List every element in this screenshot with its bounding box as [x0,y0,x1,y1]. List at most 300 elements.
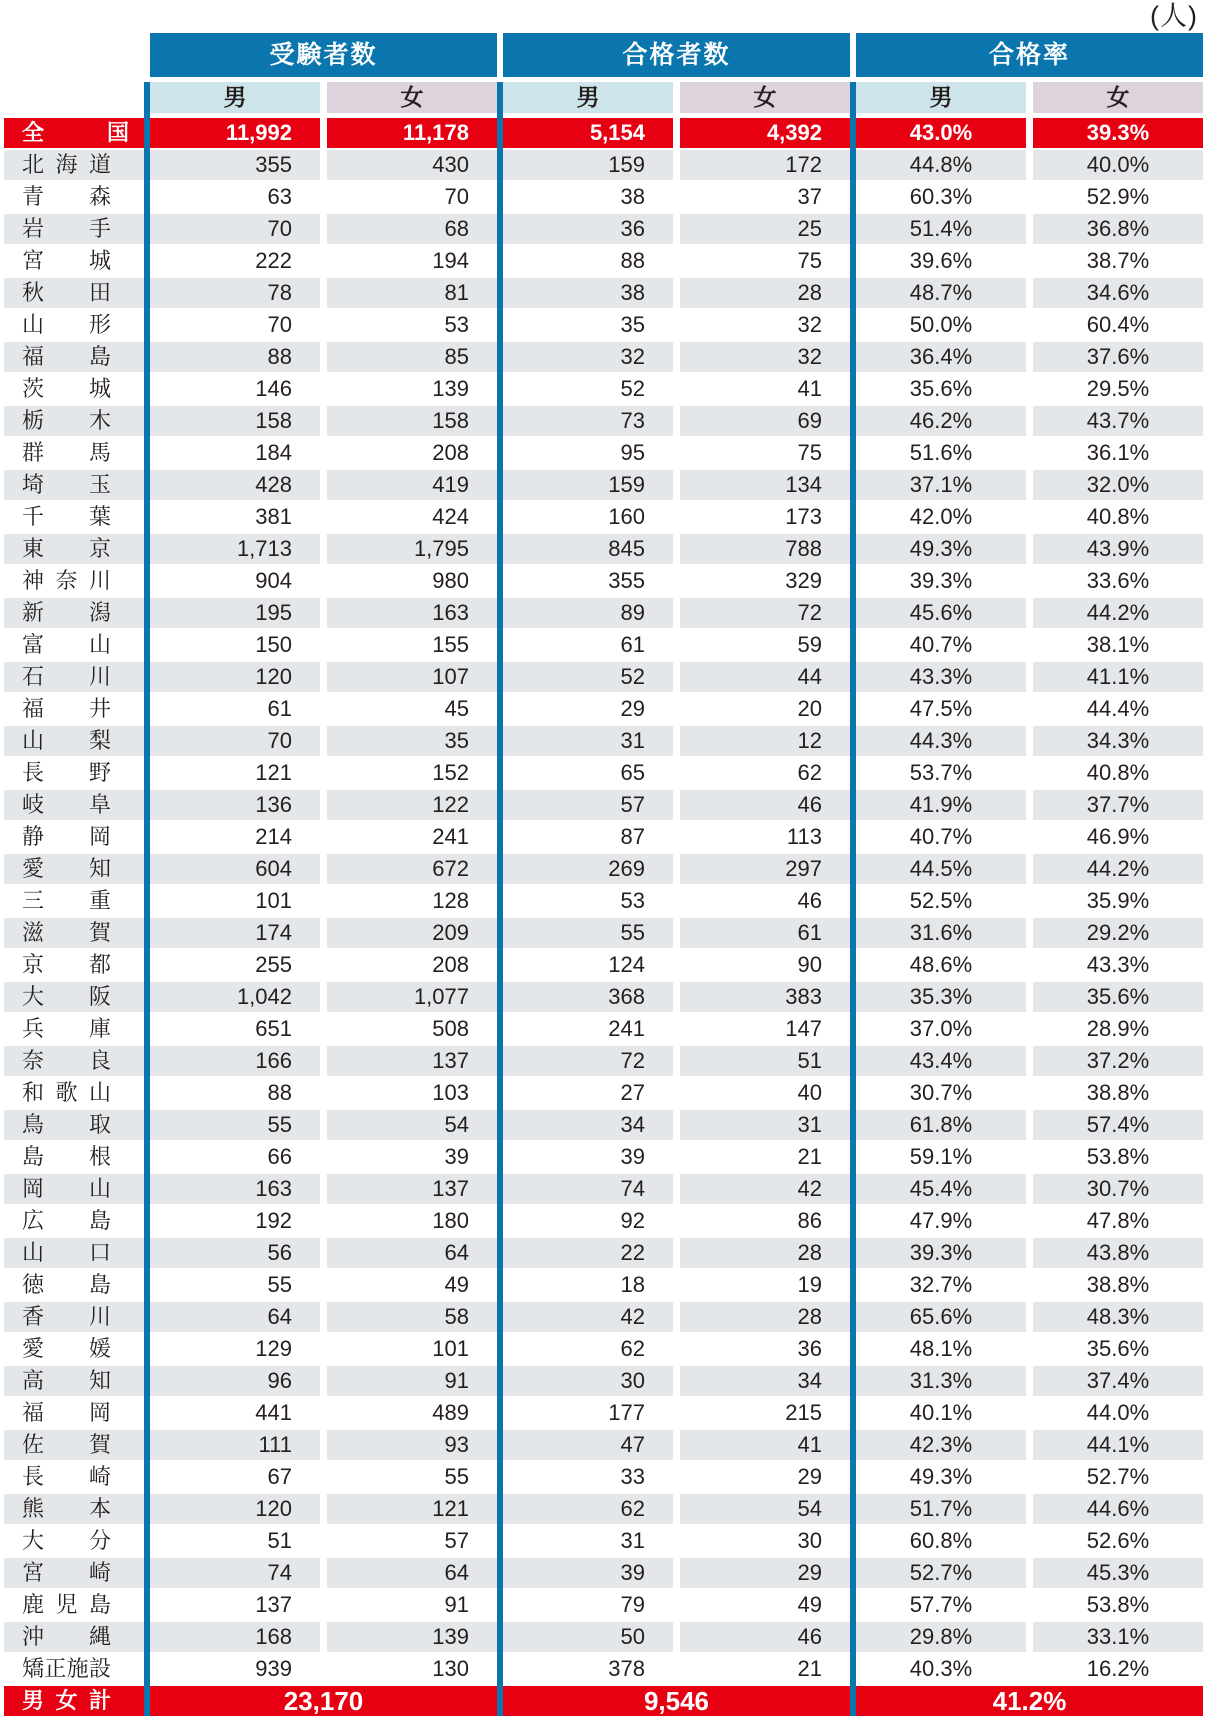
value-examinees-male: 63 [150,182,320,212]
value-passers-male: 33 [503,1462,673,1492]
value-examinees-male: 168 [150,1622,320,1652]
value-passrate-male: 45.4% [856,1174,1026,1204]
spacer [1026,854,1033,884]
value-examinees-female: 49 [327,1270,497,1300]
group-header-passers: 合格者数 [503,33,850,77]
prefecture-name: 三 重 [4,886,144,916]
table-row [4,310,1203,340]
value-passrate-male: 35.6% [856,374,1026,404]
value-examinees-male: 604 [150,854,320,884]
value-examinees-male: 136 [150,790,320,820]
value-examinees-female: 91 [327,1590,497,1620]
value-passers-male: 87 [503,822,673,852]
value-examinees-female: 54 [327,1110,497,1140]
value-passrate-male: 47.9% [856,1206,1026,1236]
prefecture-name: 栃 木 [4,406,144,436]
prefecture-name: 岩 手 [4,214,144,244]
spacer [1026,694,1033,724]
spacer [320,630,327,660]
value-examinees-female: 1,077 [327,982,497,1012]
value-examinees-female: 137 [327,1174,497,1204]
spacer [320,1430,327,1460]
prefecture-name: 山 梨 [4,726,144,756]
value-passrate-female: 30.7% [1033,1174,1203,1204]
value-examinees-male: 1,042 [150,982,320,1012]
table-row [4,278,1203,308]
spacer [1026,82,1033,113]
spacer [320,1046,327,1076]
value-passers-female: 29 [680,1462,850,1492]
value-examinees-male: 70 [150,214,320,244]
spacer [1026,950,1033,980]
spacer [673,662,680,692]
value-passers-female: 215 [680,1398,850,1428]
value-examinees-female: 155 [327,630,497,660]
value-passrate-female: 53.8% [1033,1142,1203,1172]
spacer [320,662,327,692]
spacer [673,182,680,212]
spacer [320,950,327,980]
value-passrate-female: 38.1% [1033,630,1203,660]
value-examinees-female: 121 [327,1494,497,1524]
value-passrate-male: 29.8% [856,1622,1026,1652]
spacer [673,854,680,884]
table-row [4,374,1203,404]
value-passers-female: 113 [680,822,850,852]
value-examinees-female: 208 [327,950,497,980]
value-passrate-female: 29.5% [1033,374,1203,404]
value-examinees-male: 55 [150,1110,320,1140]
value-examinees-female: 163 [327,598,497,628]
prefecture-name: 岐 阜 [4,790,144,820]
value-examinees-male: 66 [150,1142,320,1172]
value-passrate-female: 43.7% [1033,406,1203,436]
value-passers-male: 55 [503,918,673,948]
value-passers-male: 88 [503,246,673,276]
prefecture-name: 和 歌 山 [4,1078,144,1108]
value-passrate-male: 43.3% [856,662,1026,692]
value-examinees-female: 424 [327,502,497,532]
table-row [4,1302,1203,1332]
value-passers-male: 378 [503,1654,673,1684]
spacer [320,278,327,308]
value-examinees-male: 214 [150,822,320,852]
value-examinees-male: 70 [150,310,320,340]
spacer [1026,1462,1033,1492]
spacer [1026,726,1033,756]
table-row [4,1366,1203,1396]
spacer [320,374,327,404]
value-passers-male: 89 [503,598,673,628]
spacer [1026,1142,1033,1172]
value-passers-male: 39 [503,1558,673,1588]
value-passrate-female: 43.9% [1033,534,1203,564]
col-header-passrate-male: 男 [856,82,1026,113]
value-passers-male: 72 [503,1046,673,1076]
value-passers-male: 159 [503,150,673,180]
value-passrate-male: 50.0% [856,310,1026,340]
spacer [673,1526,680,1556]
table-row [4,1558,1203,1588]
value-passrate-male: 43.4% [856,1046,1026,1076]
value-passrate-male: 40.7% [856,630,1026,660]
table-row [4,822,1203,852]
value-examinees-female: 58 [327,1302,497,1332]
value-passers-male: 18 [503,1270,673,1300]
value-examinees-female: 35 [327,726,497,756]
spacer [673,1430,680,1460]
spacer [320,1526,327,1556]
value-passers-female: 72 [680,598,850,628]
value-passrate-male: 60.3% [856,182,1026,212]
spacer [1026,470,1033,500]
prefecture-name: 山 形 [4,310,144,340]
value-passers-male: 53 [503,886,673,916]
spacer [320,150,327,180]
value-examinees-male: 428 [150,470,320,500]
spacer [320,1014,327,1044]
total-row [4,1686,1203,1716]
value-passers-female: 12 [680,726,850,756]
table-row [4,1014,1203,1044]
value-passers-female: 37 [680,182,850,212]
table-row [4,534,1203,564]
prefecture-name: 茨 城 [4,374,144,404]
value-passrate-male: 36.4% [856,342,1026,372]
spacer [673,694,680,724]
prefecture-name: 高 知 [4,1366,144,1396]
value-examinees-male: 222 [150,246,320,276]
spacer [320,598,327,628]
prefecture-name: 佐 賀 [4,1430,144,1460]
spacer [320,1494,327,1524]
value-examinees-male: 158 [150,406,320,436]
spacer [1026,886,1033,916]
value-passers-female: 42 [680,1174,850,1204]
spacer [320,182,327,212]
value-passers-male: 269 [503,854,673,884]
value-examinees-female: 45 [327,694,497,724]
table-row [4,342,1203,372]
value-examinees-female: 489 [327,1398,497,1428]
prefecture-name: 広 島 [4,1206,144,1236]
value-examinees-female: 81 [327,278,497,308]
spacer [673,790,680,820]
spacer [320,470,327,500]
table-row [4,1206,1203,1236]
group-header-passrate: 合格率 [856,33,1203,77]
spacer [1026,1366,1033,1396]
value-examinees-male: 355 [150,150,320,180]
spacer [673,246,680,276]
value-passers-female: 46 [680,1622,850,1652]
table-row [4,1046,1203,1076]
value-passers-female: 86 [680,1206,850,1236]
spacer [1026,246,1033,276]
value-examinees-female: 103 [327,1078,497,1108]
table-row [4,1110,1203,1140]
value-passers-male: 61 [503,630,673,660]
value-examinees-female: 70 [327,182,497,212]
spacer [320,726,327,756]
value-examinees-male: 441 [150,1398,320,1428]
prefecture-name: 沖 縄 [4,1622,144,1652]
spacer [320,1270,327,1300]
value-examinees-male: 70 [150,726,320,756]
spacer [320,1238,327,1268]
spacer [320,982,327,1012]
value-passrate-female: 45.3% [1033,1558,1203,1588]
spacer [673,118,680,148]
spacer [320,310,327,340]
value-passers-female: 30 [680,1526,850,1556]
spacer [673,534,680,564]
value-passers-male: 73 [503,406,673,436]
value-passrate-male: 37.0% [856,1014,1026,1044]
value-passers-female: 28 [680,1238,850,1268]
value-passrate-female: 39.3% [1033,118,1203,148]
spacer [1026,214,1033,244]
value-examinees-male: 651 [150,1014,320,1044]
value-examinees-female: 39 [327,1142,497,1172]
value-passrate-female: 40.8% [1033,758,1203,788]
spacer [1026,758,1033,788]
value-examinees-male: 120 [150,1494,320,1524]
spacer [673,1654,680,1684]
table-row [4,1078,1203,1108]
value-passrate-male: 53.7% [856,758,1026,788]
spacer [673,598,680,628]
spacer [320,438,327,468]
value-passers-female: 44 [680,662,850,692]
table-row [4,1142,1203,1172]
value-passers-male: 159 [503,470,673,500]
value-examinees-female: 64 [327,1238,497,1268]
table-row [4,246,1203,276]
value-passrate-male: 40.1% [856,1398,1026,1428]
prefecture-name: 石 川 [4,662,144,692]
spacer [1026,278,1033,308]
spacer [320,1334,327,1364]
value-passrate-male: 31.6% [856,918,1026,948]
value-passrate-male: 42.3% [856,1430,1026,1460]
value-passrate-female: 36.1% [1033,438,1203,468]
value-examinees-female: 93 [327,1430,497,1460]
value-passrate-female: 16.2% [1033,1654,1203,1684]
table-row [4,662,1203,692]
spacer [320,758,327,788]
spacer [673,1046,680,1076]
value-passers-male: 39 [503,1142,673,1172]
value-passrate-female: 32.0% [1033,470,1203,500]
spacer [320,1366,327,1396]
table-row [4,1462,1203,1492]
prefecture-name: 京 都 [4,950,144,980]
prefecture-name: 熊 本 [4,1494,144,1524]
value-examinees-female: 85 [327,342,497,372]
table-row [4,1398,1203,1428]
value-passrate-female: 40.8% [1033,502,1203,532]
spacer [1026,1622,1033,1652]
value-examinees-male: 96 [150,1366,320,1396]
value-passers-female: 173 [680,502,850,532]
table-row [4,1590,1203,1620]
spacer [673,406,680,436]
spacer [673,82,680,113]
prefecture-name: 愛 知 [4,854,144,884]
spacer [1026,438,1033,468]
spacer [673,886,680,916]
prefecture-name: 福 島 [4,342,144,372]
spacer [673,470,680,500]
spacer [1026,1206,1033,1236]
value-passrate-male: 48.6% [856,950,1026,980]
spacer [673,1078,680,1108]
value-examinees-male: 111 [150,1430,320,1460]
value-examinees-male: 255 [150,950,320,980]
value-passers-male: 845 [503,534,673,564]
value-passrate-female: 37.4% [1033,1366,1203,1396]
group-header-examinees: 受験者数 [150,33,497,77]
value-passers-female: 297 [680,854,850,884]
table-row [4,118,1203,148]
value-passrate-male: 52.5% [856,886,1026,916]
spacer [320,1174,327,1204]
total-examinees: 23,170 [150,1686,497,1716]
spacer [673,342,680,372]
spacer [320,918,327,948]
value-passers-female: 28 [680,278,850,308]
spacer [1026,1654,1033,1684]
col-header-examinees-male: 男 [150,82,320,113]
spacer [1026,1078,1033,1108]
value-passers-female: 4,392 [680,118,850,148]
spacer [673,1398,680,1428]
value-examinees-male: 939 [150,1654,320,1684]
spacer [320,1110,327,1140]
prefecture-name: 埼 玉 [4,470,144,500]
table-row [4,886,1203,916]
value-passrate-female: 37.6% [1033,342,1203,372]
prefecture-name: 富 山 [4,630,144,660]
unit-label: (人) [1150,1,1198,31]
table-row [4,182,1203,212]
spacer [1026,1430,1033,1460]
spacer [673,1142,680,1172]
spacer [673,502,680,532]
value-passers-female: 46 [680,886,850,916]
prefecture-name: 群 馬 [4,438,144,468]
value-passers-female: 329 [680,566,850,596]
prefecture-name: 大 阪 [4,982,144,1012]
value-examinees-female: 11,178 [327,118,497,148]
spacer [320,1622,327,1652]
value-passrate-male: 30.7% [856,1078,1026,1108]
value-passers-female: 20 [680,694,850,724]
value-passrate-female: 48.3% [1033,1302,1203,1332]
table-row [4,758,1203,788]
value-passrate-male: 60.8% [856,1526,1026,1556]
prefecture-name: 東 京 [4,534,144,564]
value-passers-female: 75 [680,246,850,276]
spacer [673,1366,680,1396]
value-passrate-female: 47.8% [1033,1206,1203,1236]
value-passrate-female: 44.6% [1033,1494,1203,1524]
value-examinees-male: 174 [150,918,320,948]
value-examinees-female: 53 [327,310,497,340]
total-passrate: 41.2% [856,1686,1203,1716]
value-passrate-female: 35.9% [1033,886,1203,916]
value-passers-male: 177 [503,1398,673,1428]
spacer [320,1462,327,1492]
spacer [673,1462,680,1492]
value-passers-male: 160 [503,502,673,532]
spacer [1026,598,1033,628]
value-passrate-female: 46.9% [1033,822,1203,852]
value-passrate-female: 44.1% [1033,1430,1203,1460]
spacer [320,822,327,852]
prefecture-name: 長 野 [4,758,144,788]
table-row [4,1526,1203,1556]
spacer [320,1206,327,1236]
spacer [1026,1334,1033,1364]
spacer [1026,662,1033,692]
value-examinees-male: 67 [150,1462,320,1492]
value-passers-female: 61 [680,918,850,948]
value-examinees-female: 55 [327,1462,497,1492]
spacer [673,1206,680,1236]
value-examinees-female: 241 [327,822,497,852]
spacer [320,1302,327,1332]
value-passers-male: 355 [503,566,673,596]
table-row [4,502,1203,532]
value-passrate-male: 41.9% [856,790,1026,820]
value-passers-female: 49 [680,1590,850,1620]
value-passrate-female: 40.0% [1033,150,1203,180]
value-passrate-male: 43.0% [856,118,1026,148]
value-examinees-male: 64 [150,1302,320,1332]
spacer [1026,982,1033,1012]
value-examinees-male: 150 [150,630,320,660]
value-examinees-male: 129 [150,1334,320,1364]
value-examinees-female: 107 [327,662,497,692]
spacer [320,118,327,148]
value-examinees-female: 137 [327,1046,497,1076]
value-examinees-female: 419 [327,470,497,500]
value-examinees-male: 55 [150,1270,320,1300]
value-passrate-male: 35.3% [856,982,1026,1012]
value-passrate-male: 40.3% [856,1654,1026,1684]
prefecture-name: 福 井 [4,694,144,724]
value-passers-female: 28 [680,1302,850,1332]
table-row [4,1430,1203,1460]
value-passers-male: 42 [503,1302,673,1332]
group-header-row [4,33,1203,77]
value-examinees-male: 74 [150,1558,320,1588]
total-passers: 9,546 [503,1686,850,1716]
value-passers-female: 32 [680,310,850,340]
spacer [320,406,327,436]
spacer [320,886,327,916]
spacer [320,1654,327,1684]
table-row [4,1270,1203,1300]
prefecture-name: 長 崎 [4,1462,144,1492]
value-passrate-male: 37.1% [856,470,1026,500]
value-examinees-male: 166 [150,1046,320,1076]
value-examinees-male: 56 [150,1238,320,1268]
value-passrate-female: 29.2% [1033,918,1203,948]
value-passers-female: 41 [680,1430,850,1460]
